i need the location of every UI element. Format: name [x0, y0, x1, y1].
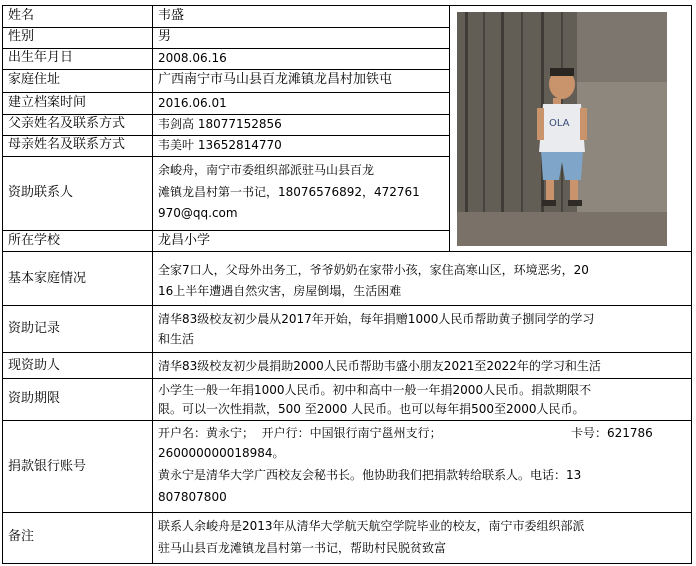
remark-line: 驻马山县百龙滩镇龙昌村第一书记，帮助村民脱贫致富 — [158, 541, 447, 555]
name-label: 姓名 — [8, 8, 35, 23]
remark-line: 联系人余峻舟是2013年从清华大学航天航空学院毕业的校友，南宁市委组织部派 — [158, 519, 585, 533]
divider — [2, 420, 692, 421]
family-label: 基本家庭情况 — [8, 271, 87, 286]
term-line: 限。可以一次性捐款，500 至2000 人民币。也可以每年捐500至2000人民币。 — [158, 402, 585, 416]
divider — [691, 5, 692, 564]
child-photo-icon — [457, 12, 667, 246]
divider — [2, 563, 692, 564]
child-photo — [457, 12, 667, 246]
mother-label: 母亲姓名及联系方式 — [8, 137, 126, 152]
family-line: 全家7口人，父母外出务工，爷爷奶奶在家带小孩，家住高寒山区，环境恶劣，20 — [158, 263, 589, 277]
divider — [2, 352, 692, 353]
record-line: 和生活 — [158, 332, 195, 346]
divider — [2, 156, 449, 157]
divider — [449, 5, 450, 252]
divider — [2, 378, 692, 379]
father-label: 父亲姓名及联系方式 — [8, 116, 126, 131]
contact-line: 970@qq.com — [158, 206, 238, 220]
divider — [2, 230, 449, 231]
divider — [2, 5, 692, 6]
bank-line: 260000000018984。 — [158, 446, 285, 460]
family-line: 16上半年遭遇自然灾害，房屋倒塌，生活困难 — [158, 284, 402, 298]
remark-label: 备注 — [8, 529, 35, 544]
divider — [152, 5, 153, 564]
divider — [2, 305, 692, 306]
bank-line: 黄永宁是清华大学广西校友会秘书长。他协助我们把捐款转给联系人。电话：13 — [158, 468, 582, 482]
bank-line: 开户名：黄永宁； 开户行：中国银行南宁邕州支行； — [158, 426, 442, 440]
bank-label: 捐款银行账号 — [8, 459, 87, 474]
name-value: 韦盛 — [158, 8, 185, 23]
school-value: 龙昌小学 — [158, 233, 211, 248]
address-value: 广西南宁市马山县百龙滩镇龙昌村加铁屯 — [158, 72, 393, 87]
mother-value: 韦美叶 13652814770 — [158, 138, 282, 152]
bank-line: 807807800 — [158, 490, 227, 504]
contact-line: 滩镇龙昌村第一书记，18076576892，472761 — [158, 185, 420, 199]
contact-label: 资助联系人 — [8, 185, 74, 200]
birth-value: 2008.06.16 — [158, 51, 227, 65]
bank-account-head: 卡号：621786 — [571, 426, 653, 440]
contact-line: 余峻舟，南宁市委组织部派驻马山县百龙 — [158, 163, 375, 177]
birth-label: 出生年月日 — [8, 50, 74, 65]
svg-text:OLA: OLA — [549, 118, 570, 129]
record-line: 清华83级校友初少晨从2017年开始，每年捐赠1000人民币帮助黄子捌同学的学习 — [158, 312, 595, 326]
current-value: 清华83级校友初少晨捐助2000人民币帮助韦盛小朋友2021至2022年的学习和生活 — [158, 359, 601, 373]
address-label: 家庭住址 — [8, 72, 61, 87]
record-label: 资助记录 — [8, 321, 61, 336]
gender-value: 男 — [158, 29, 172, 44]
school-label: 所在学校 — [8, 233, 61, 248]
file-date-label: 建立档案时间 — [8, 95, 87, 110]
current-label: 现资助人 — [8, 358, 61, 373]
divider — [2, 251, 692, 252]
divider — [2, 5, 3, 564]
divider — [2, 27, 449, 28]
term-label: 资助期限 — [8, 391, 61, 406]
father-value: 韦剑高 18077152856 — [158, 117, 282, 131]
term-line: 小学生一般一年捐1000人民币。初中和高中一般一年捐2000人民币。捐款期限不 — [158, 383, 592, 397]
gender-label: 性别 — [8, 29, 35, 44]
file-date-value: 2016.06.01 — [158, 96, 227, 110]
divider — [2, 512, 692, 513]
